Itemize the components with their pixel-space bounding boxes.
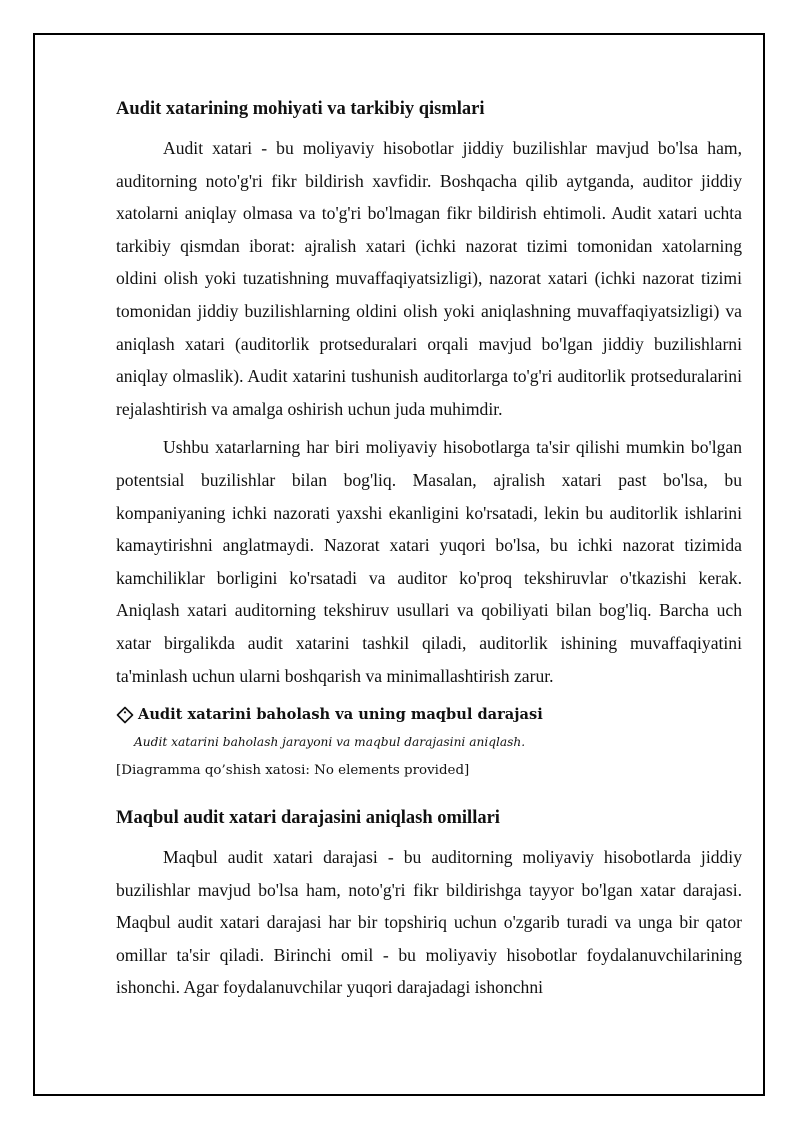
body-paragraph: Ushbu xatarlarning har biri moliyaviy hisobotlarga ta'sir qilishi mumkin bo'lgan potentsial buzilishlar bilan bog'liq. Masalan, ajralish xatari past bo'lsa, bu kompaniyaning ichki nazorati yaxshi ekanligini ko'rsatadi, lekin bu auditorlik ishlarini kamaytirishni anglatmaydi. Nazorat xatari yuqori bo'lsa, bu ichki nazorat tizimida kamchiliklar borligini ko'rsatadi va auditor ko'proq tekshiruvlar o'tkazishi kerak. Aniqlash xatari auditorning tekshiruv usullari va qobiliyati bilan bog'liq. Barcha uch xatar birgalikda audit xatarini tashkil qiladi, auditorlik ishining muvaffaqiyatini ta'minlash uchun ularni boshqarish va minimallashtirish zarur. — [116, 437, 742, 686]
diagram-error-message: [Diagramma qo’shish xatosi: No elements provided] — [116, 763, 470, 779]
section-heading: Maqbul audit xatari darajasini aniqlash omillari — [116, 808, 500, 829]
diagram-title: Audit xatarini baholash va uning maqbul darajasi — [138, 706, 543, 724]
body-paragraph: Audit xatari - bu moliyaviy hisobotlar jiddiy buzilishlar mavjud bo'lsa ham, auditorning noto'g'ri fikr bildirish xavfidir. Boshqacha qilib aytganda, auditor jiddiy xatolarni aniqlay olmasa va to'g'ri bo'lmagan fikr bildirish ehtimoli. Audit xatari uchta tarkibiy qismdan iborat: ajralish xatari (ichki nazorat tizimi tomonidan xatolarning oldini olish yoki tuzatishning muvaffaqiyatsizligi), nazorat xatari (ichki nazorat tizimi tomonidan jiddiy buzilishlarning oldini olish yoki aniqlashning muvaffaqiyatsizligi) va aniqlash xatari (auditorlik protseduralari orqali mavjud bo'lgan jiddiy buzilishlarni aniqlay olmaslik). Audit xatarini tushunish auditorlarga to'g'ri auditorlik protseduralarini rejalashtirish va amalga oshirish uchun juda muhimdir. — [116, 138, 742, 419]
diagram-caption: Audit xatarini baholash jarayoni va maqbul darajasini aniqlash. — [134, 735, 526, 750]
section-risk-nature — [116, 96, 742, 692]
diagram-block — [116, 704, 742, 781]
document-content — [116, 96, 742, 1010]
section-acceptable-risk-factors — [116, 805, 742, 1004]
body-paragraph: Maqbul audit xatari darajasi - bu auditorning moliyaviy hisobotlarda jiddiy buzilishlar mavjud bo'lsa ham, noto'g'ri fikr bildirishga tayyor bo'lgan xatar darajasi. Maqbul audit xatari darajasi har bir topshiriq uchun o'zgarib turadi va unga bir qator omillar ta'sir qiladi. Birinchi omil - bu moliyaviy hisobotlar foydalanuvchilarining ishonchi. Agar foydalanuvchilar yuqori darajadagi ishonchni — [116, 847, 742, 998]
section-heading: Audit xatarining mohiyati va tarkibiy qismlari — [116, 99, 485, 119]
diamond-outline-icon — [116, 706, 134, 724]
diagram-title-row — [116, 704, 742, 726]
